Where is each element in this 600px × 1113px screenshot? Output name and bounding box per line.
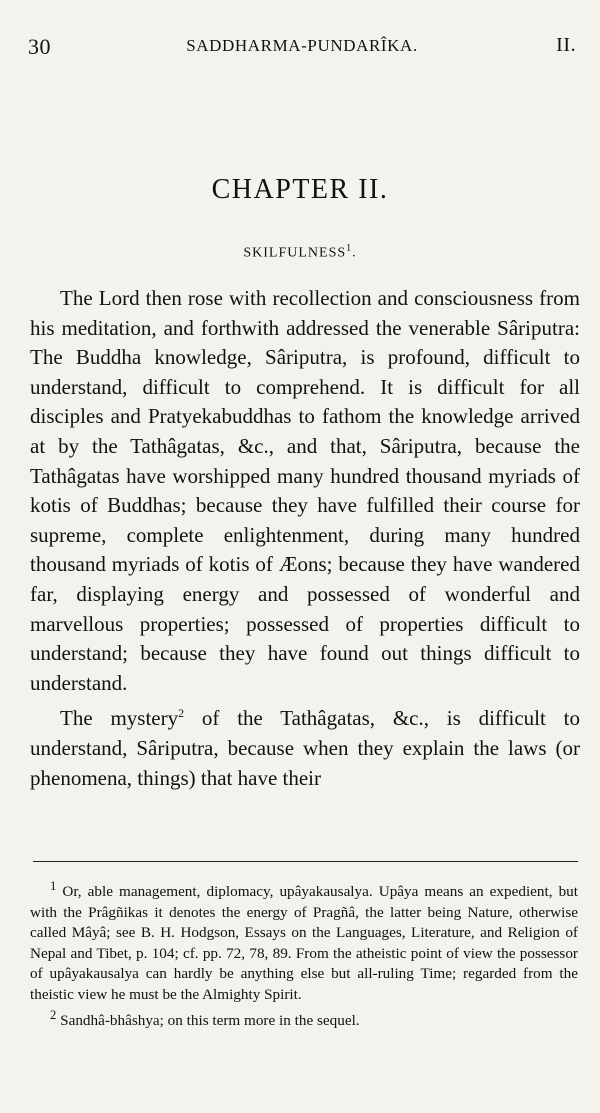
paragraph-1: The Lord then rose with recollection and consciousness from his meditation, and forthwith addressed the venerable Sâriputra: The Buddha knowledge, Sâriputra, is profound, difficult to understand, difficult to comprehend. It is difficult for all disciples and Pratyekabuddhas to fathom the knowledge arrived at by the Tathâgatas, &c., and that, Sâriputra, because the Tathâgatas have worshipped many hundred thousand myriads of kotis of Buddhas; because they have fulfilled their course for supreme, complete enlightenment, during many hundred thousand myriads of kotis of Æons; because they have wandered far, displaying energy and possessed of wonderful and marvellous properties; possessed of properties difficult to understand; because they have found out things difficult to understand.	[30, 286, 580, 695]
footnote-2-text: Sandhâ-bhâshya; on this term more in the sequel.	[56, 1012, 360, 1030]
footnotes	[30, 876, 578, 1032]
footnote-2	[30, 1005, 578, 1032]
footnote-2-marker: 2	[50, 1008, 57, 1023]
chapter-mark: II.	[556, 34, 576, 56]
footnote-ref-2: 2	[178, 706, 185, 721]
page-number: 30	[28, 34, 51, 59]
footnote-rule	[33, 861, 578, 862]
subheading-note-ref: 1	[346, 243, 353, 254]
running-title: SADDHARMA-PUNDARÎKA.	[186, 36, 418, 55]
paragraph-2	[30, 704, 580, 793]
footnote-1-marker: 1	[50, 879, 57, 893]
footnote-1-text: Or, able management, diplomacy, upâyakausalya. Upâya means an expedient, but with the Prâgñikas it denotes the energy of Pragñâ, the latter being Nature, otherwise called Mâyâ; see B. H. Hodgson, Essays on the Languages, Literature, and Religion of Nepal and Tibet, p. 104; cf. pp. 72, 78, 89. From the atheistic point of view the possessor of upâyakausalya can hardly be anything else but all-ruling Time; regarded from the theistic view he must be the Almighty Spirit.	[30, 883, 578, 1003]
subheading-text: SKILFULNESS	[243, 245, 347, 261]
paragraph-2-before: The mystery	[60, 706, 179, 731]
footnote-1	[30, 876, 578, 1005]
chapter-subheading	[0, 243, 600, 262]
running-header	[28, 34, 576, 64]
body-text	[30, 284, 580, 793]
paragraph-2-after: of the Tathâgatas, &c., is difficult to understand, Sâriputra, because when they explain the laws (or phenomena, things) that have their	[30, 706, 580, 790]
chapter-title: CHAPTER II.	[211, 174, 389, 205]
subheading-suffix: .	[352, 245, 357, 261]
